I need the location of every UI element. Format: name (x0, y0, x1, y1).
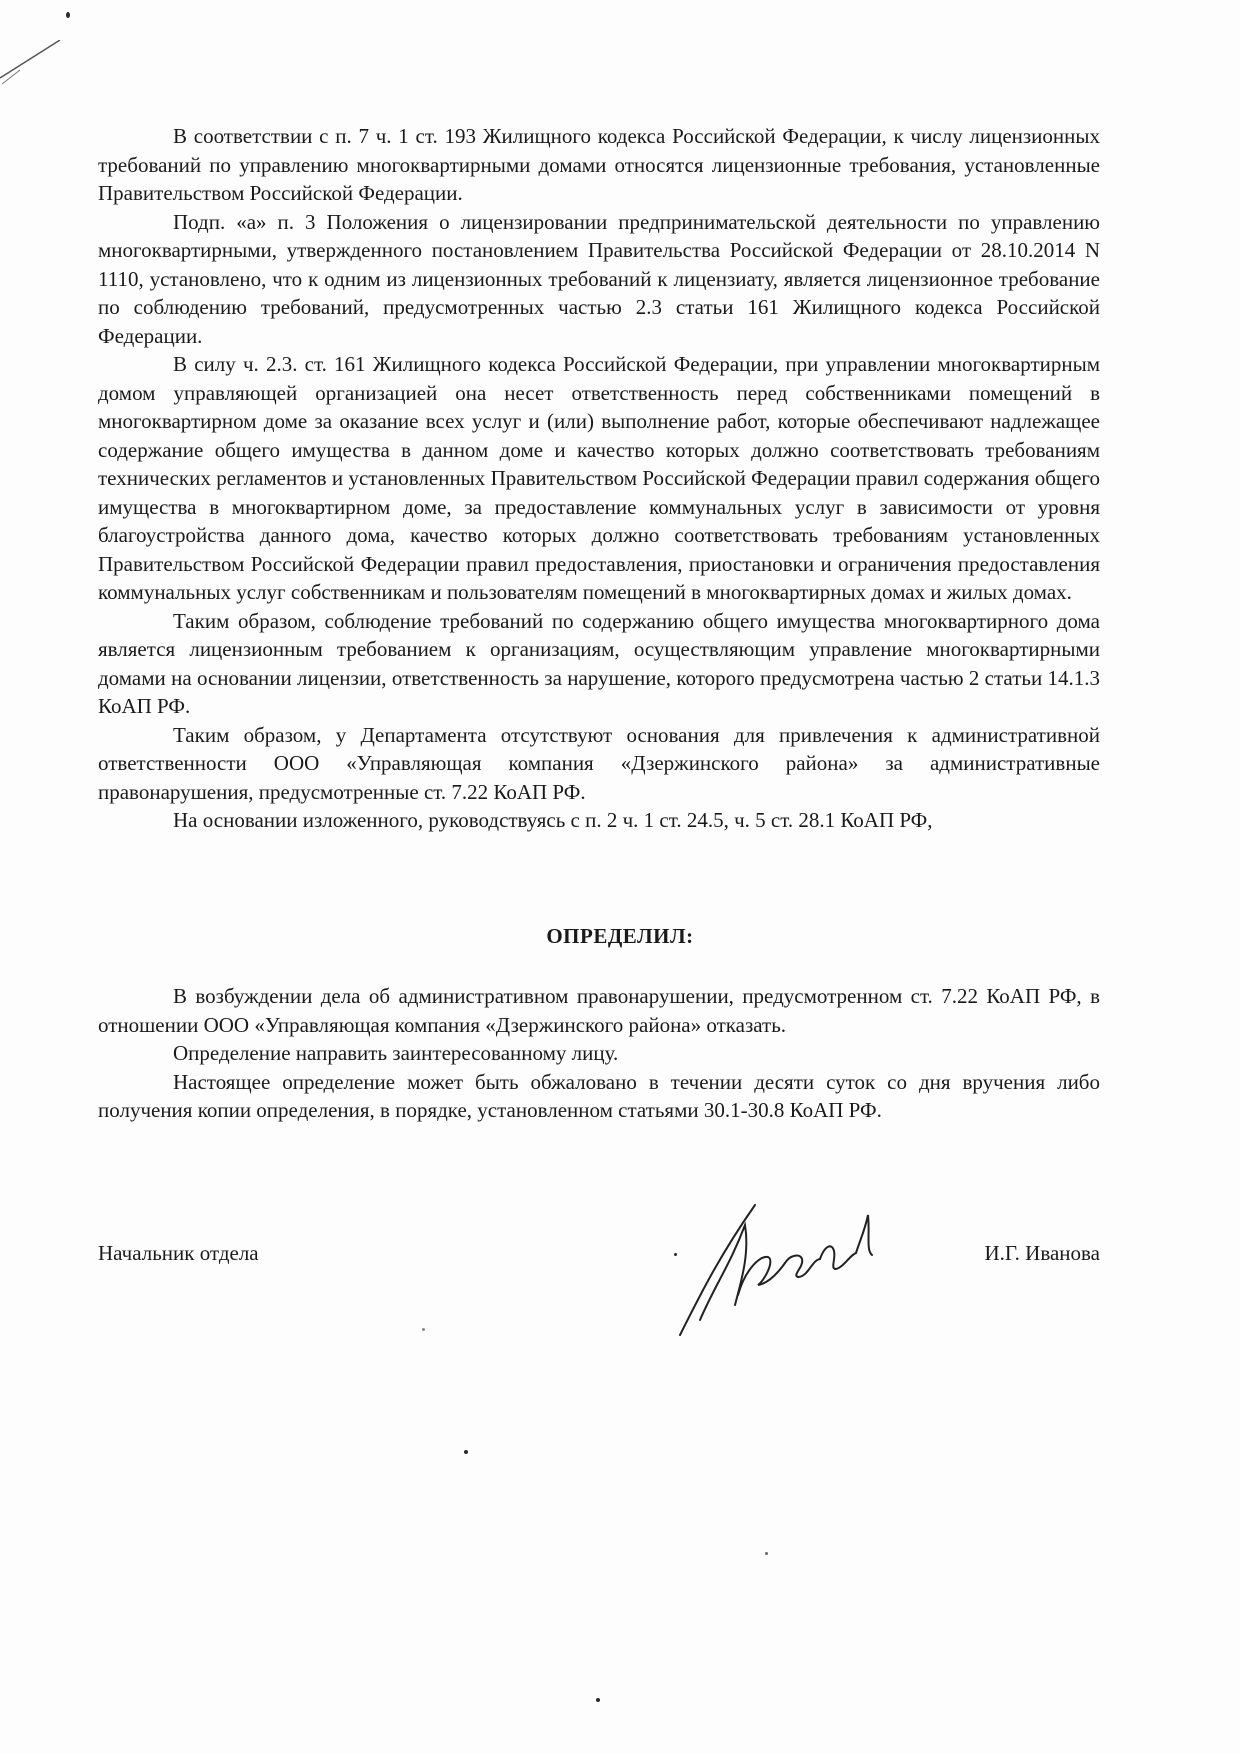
scan-dot (765, 1552, 768, 1555)
paragraph-4: Таким образом, соблюдение требований по содержанию общего имущества многоквартирного дома является лицензионным требованием к организациям, осуществляющим управление многоквартирными домами на основании лицензии, ответственность за нарушение, которого предусмотрена частью 2 статьи 14.1.3 КоАП РФ. (98, 608, 1100, 718)
paragraph-1: В соответствии с п. 7 ч. 1 ст. 193 Жилищного кодекса Российской Федерации, к числу лицензионных требований по управлению многоквартирными домами относятся лицензионные требования, установленные Правительством Российской Федерации. (98, 124, 1100, 205)
handwritten-signature (660, 1185, 920, 1345)
paragraph-3: В силу ч. 2.3. ст. 161 Жилищного кодекса Российской Федерации, при управлении многоквартирным домом управляющей организацией она несет ответственность перед собственниками помещений в многоквартирном доме за оказание всех услуг и (или) выполнение работ, которые обеспечивают надлежащее содержание общего имущества в данном доме и качество которых должно соответствовать требованиям технических регламентов и установленных Правительством Российской Федерации правил содержания общего имущества в многоквартирном доме, за предоставление коммунальных услуг в зависимости от уровня благоустройства данного дома, качество которых должно соответствовать требованиям установленных Правительством Российской Федерации правил предоставления, приостановки и ограничения предоставления коммунальных услуг собственникам и пользователям помещений в многоквартирных домах и жилых домах. (98, 352, 1100, 604)
scan-dot (422, 1328, 425, 1331)
scan-corner-artifact (0, 40, 70, 100)
decision-text (98, 982, 1100, 1125)
decision-paragraph-1: В возбуждении дела об административном правонарушении, предусмотренном ст. 7.22 КоАП РФ, в отношении ООО «Управляющая компания «Дзержинского района» отказать. (98, 984, 1100, 1037)
body-text (98, 122, 1100, 835)
signature-block (98, 1241, 1100, 1271)
decision-heading: ОПРЕДЕЛИЛ: (546, 924, 694, 948)
paragraph-6: На основании изложенного, руководствуясь с п. 2 ч. 1 ст. 24.5, ч. 5 ст. 28.1 КоАП РФ, (173, 808, 933, 832)
signatory-name: И.Г. Иванова (984, 1241, 1100, 1265)
scan-dot (596, 1698, 600, 1702)
decision-paragraph-3: Настоящее определение может быть обжаловано в течении десяти суток со дня вручения либо получения копии определения, в порядке, установленном статьями 30.1-30.8 КоАП РФ. (98, 1069, 1100, 1122)
paragraph-5: Таким образом, у Департамента отсутствуют основания для привлечения к административной ответственности ООО «Управляющая компания «Дзержинского района» за административные правонарушения, предусмотренные ст. 7.22 КоАП РФ. (98, 722, 1100, 804)
scan-dot (66, 12, 70, 18)
signatory-position: Начальник отдела (98, 1241, 259, 1265)
scan-dot (464, 1450, 468, 1454)
decision-paragraph-2: Определение направить заинтересованному лицу. (173, 1041, 619, 1065)
paragraph-2: Подп. «а» п. 3 Положения о лицензировании предпринимательской деятельности по управлению многоквартирными, утвержденного постановлением Правительства Российской Федерации от 28.10.2014 N 1110, установлено, что к одним из лицензионных требований к лицензиату, является лицензионное требование по соблюдению требований, предусмотренных частью 2.3 статьи 161 Жилищного кодекса Российской Федерации. (98, 209, 1100, 348)
